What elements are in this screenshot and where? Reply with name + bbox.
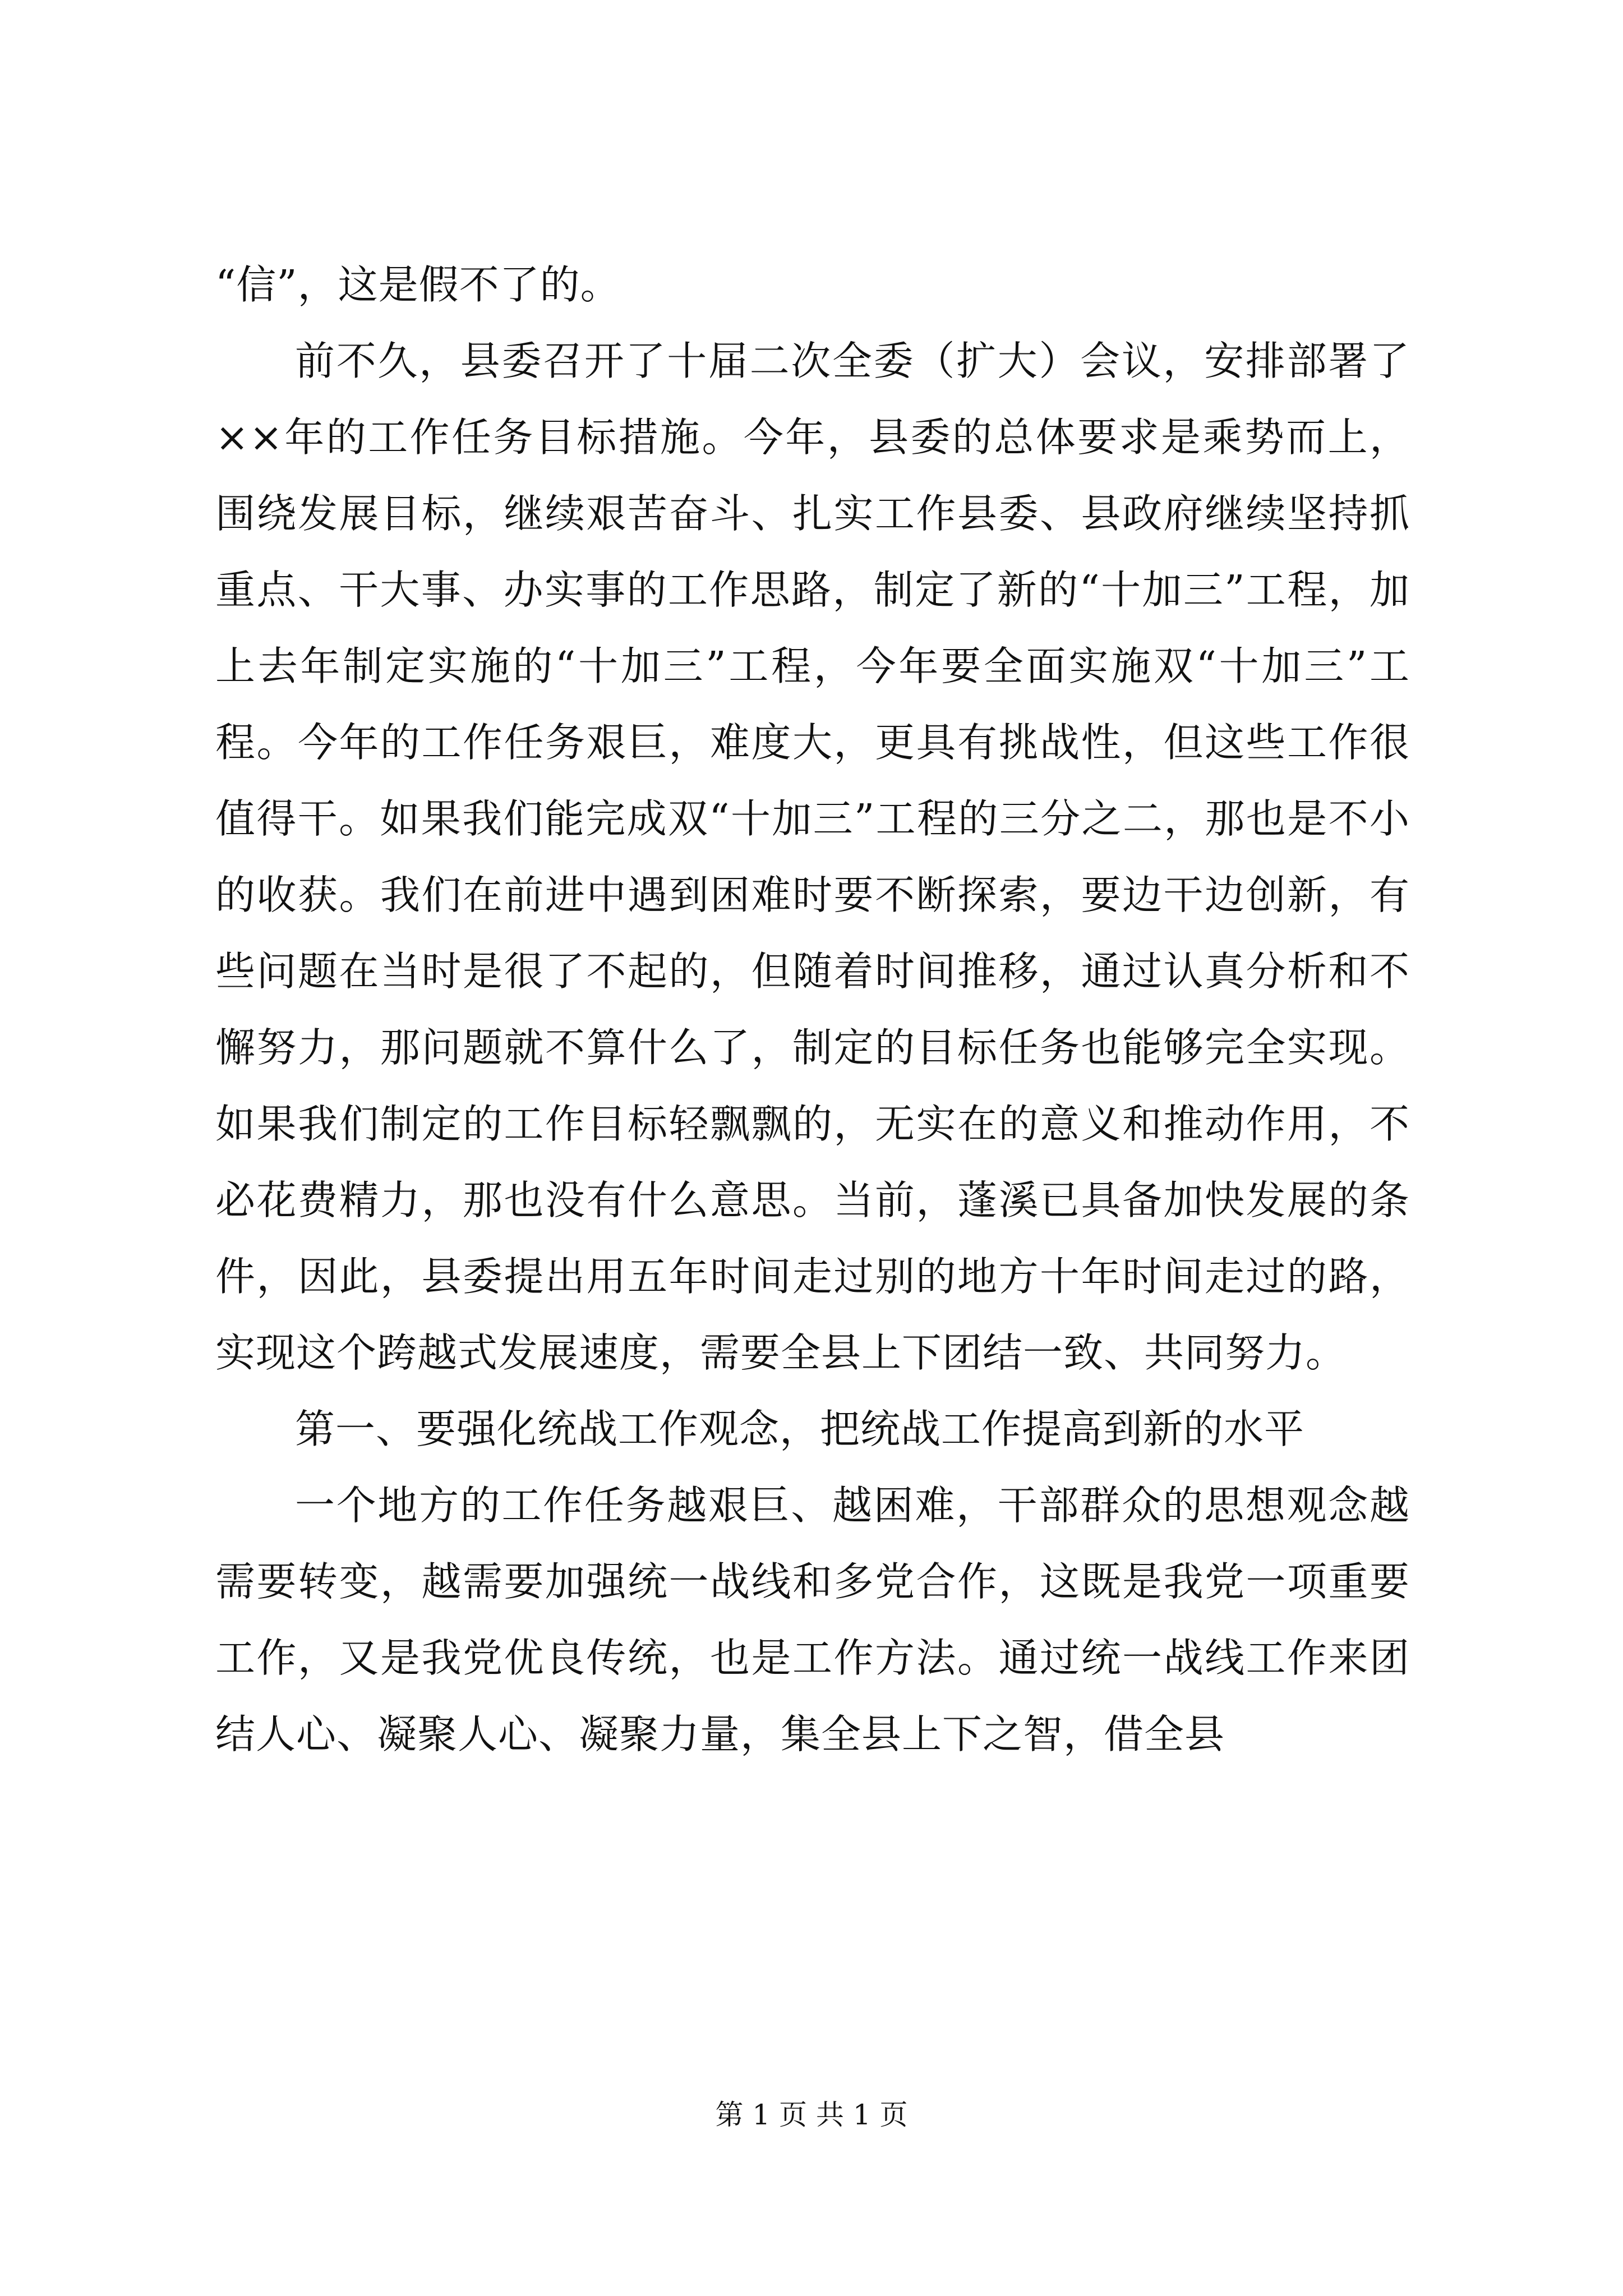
section-heading-first: 第一、要强化统战工作观念，把统战工作提高到新的水平 xyxy=(295,1406,1305,1452)
page-footer xyxy=(0,2098,1623,2132)
document-body xyxy=(215,247,1410,1773)
paragraph-continuation: “信”，这是假不了的。 xyxy=(215,261,621,308)
paragraph-meeting-summary: 前不久，县委召开了十届二次全委（扩大）会议，安排部署了××年的工作任务目标措施。今年，县委的总体要求是乘势而上，围绕发展目标，继续艰苦奋斗、扎实工作县委、县政府继续坚持抓重点、干大事、办实事的工作思路，制定了新的“十加三”工程，加上去年制定实施的“十加三”工程，今年要全面实施双“十加三”工程。今年的工作任务艰巨，难度大，更具有挑战性，但这些工作很值得干。如果我们能完成双“十加三”工程的三分之二，那也是不小的收获。我们在前进中遇到困难时要不断探索，要边干边创新，有些问题在当时是很了不起的，但随着时间推移，通过认真分析和不懈努力，那问题就不算什么了，制定的目标任务也能够完全实现。如果我们制定的工作目标轻飘飘的，无实在的意义和推动作用，不必花费精力，那也没有什么意思。当前，蓬溪已具备加快发展的条件，因此，县委提出用五年时间走过别的地方十年时间走过的路，实现这个跨越式发展速度，需要全县上下团结一致、共同努力。 xyxy=(215,338,1410,1376)
page-number-label: 第 1 页 共 1 页 xyxy=(715,2099,908,2131)
paragraph-united-front: 一个地方的工作任务越艰巨、越困难，干部群众的思想观念越需要转变，越需要加强统一战线和多党合作，这既是我党一项重要工作，又是我党优良传统，也是工作方法。通过统一战线工作来团结人心、凝聚人心、凝聚力量，集全县上下之智，借全县 xyxy=(215,1482,1410,1757)
